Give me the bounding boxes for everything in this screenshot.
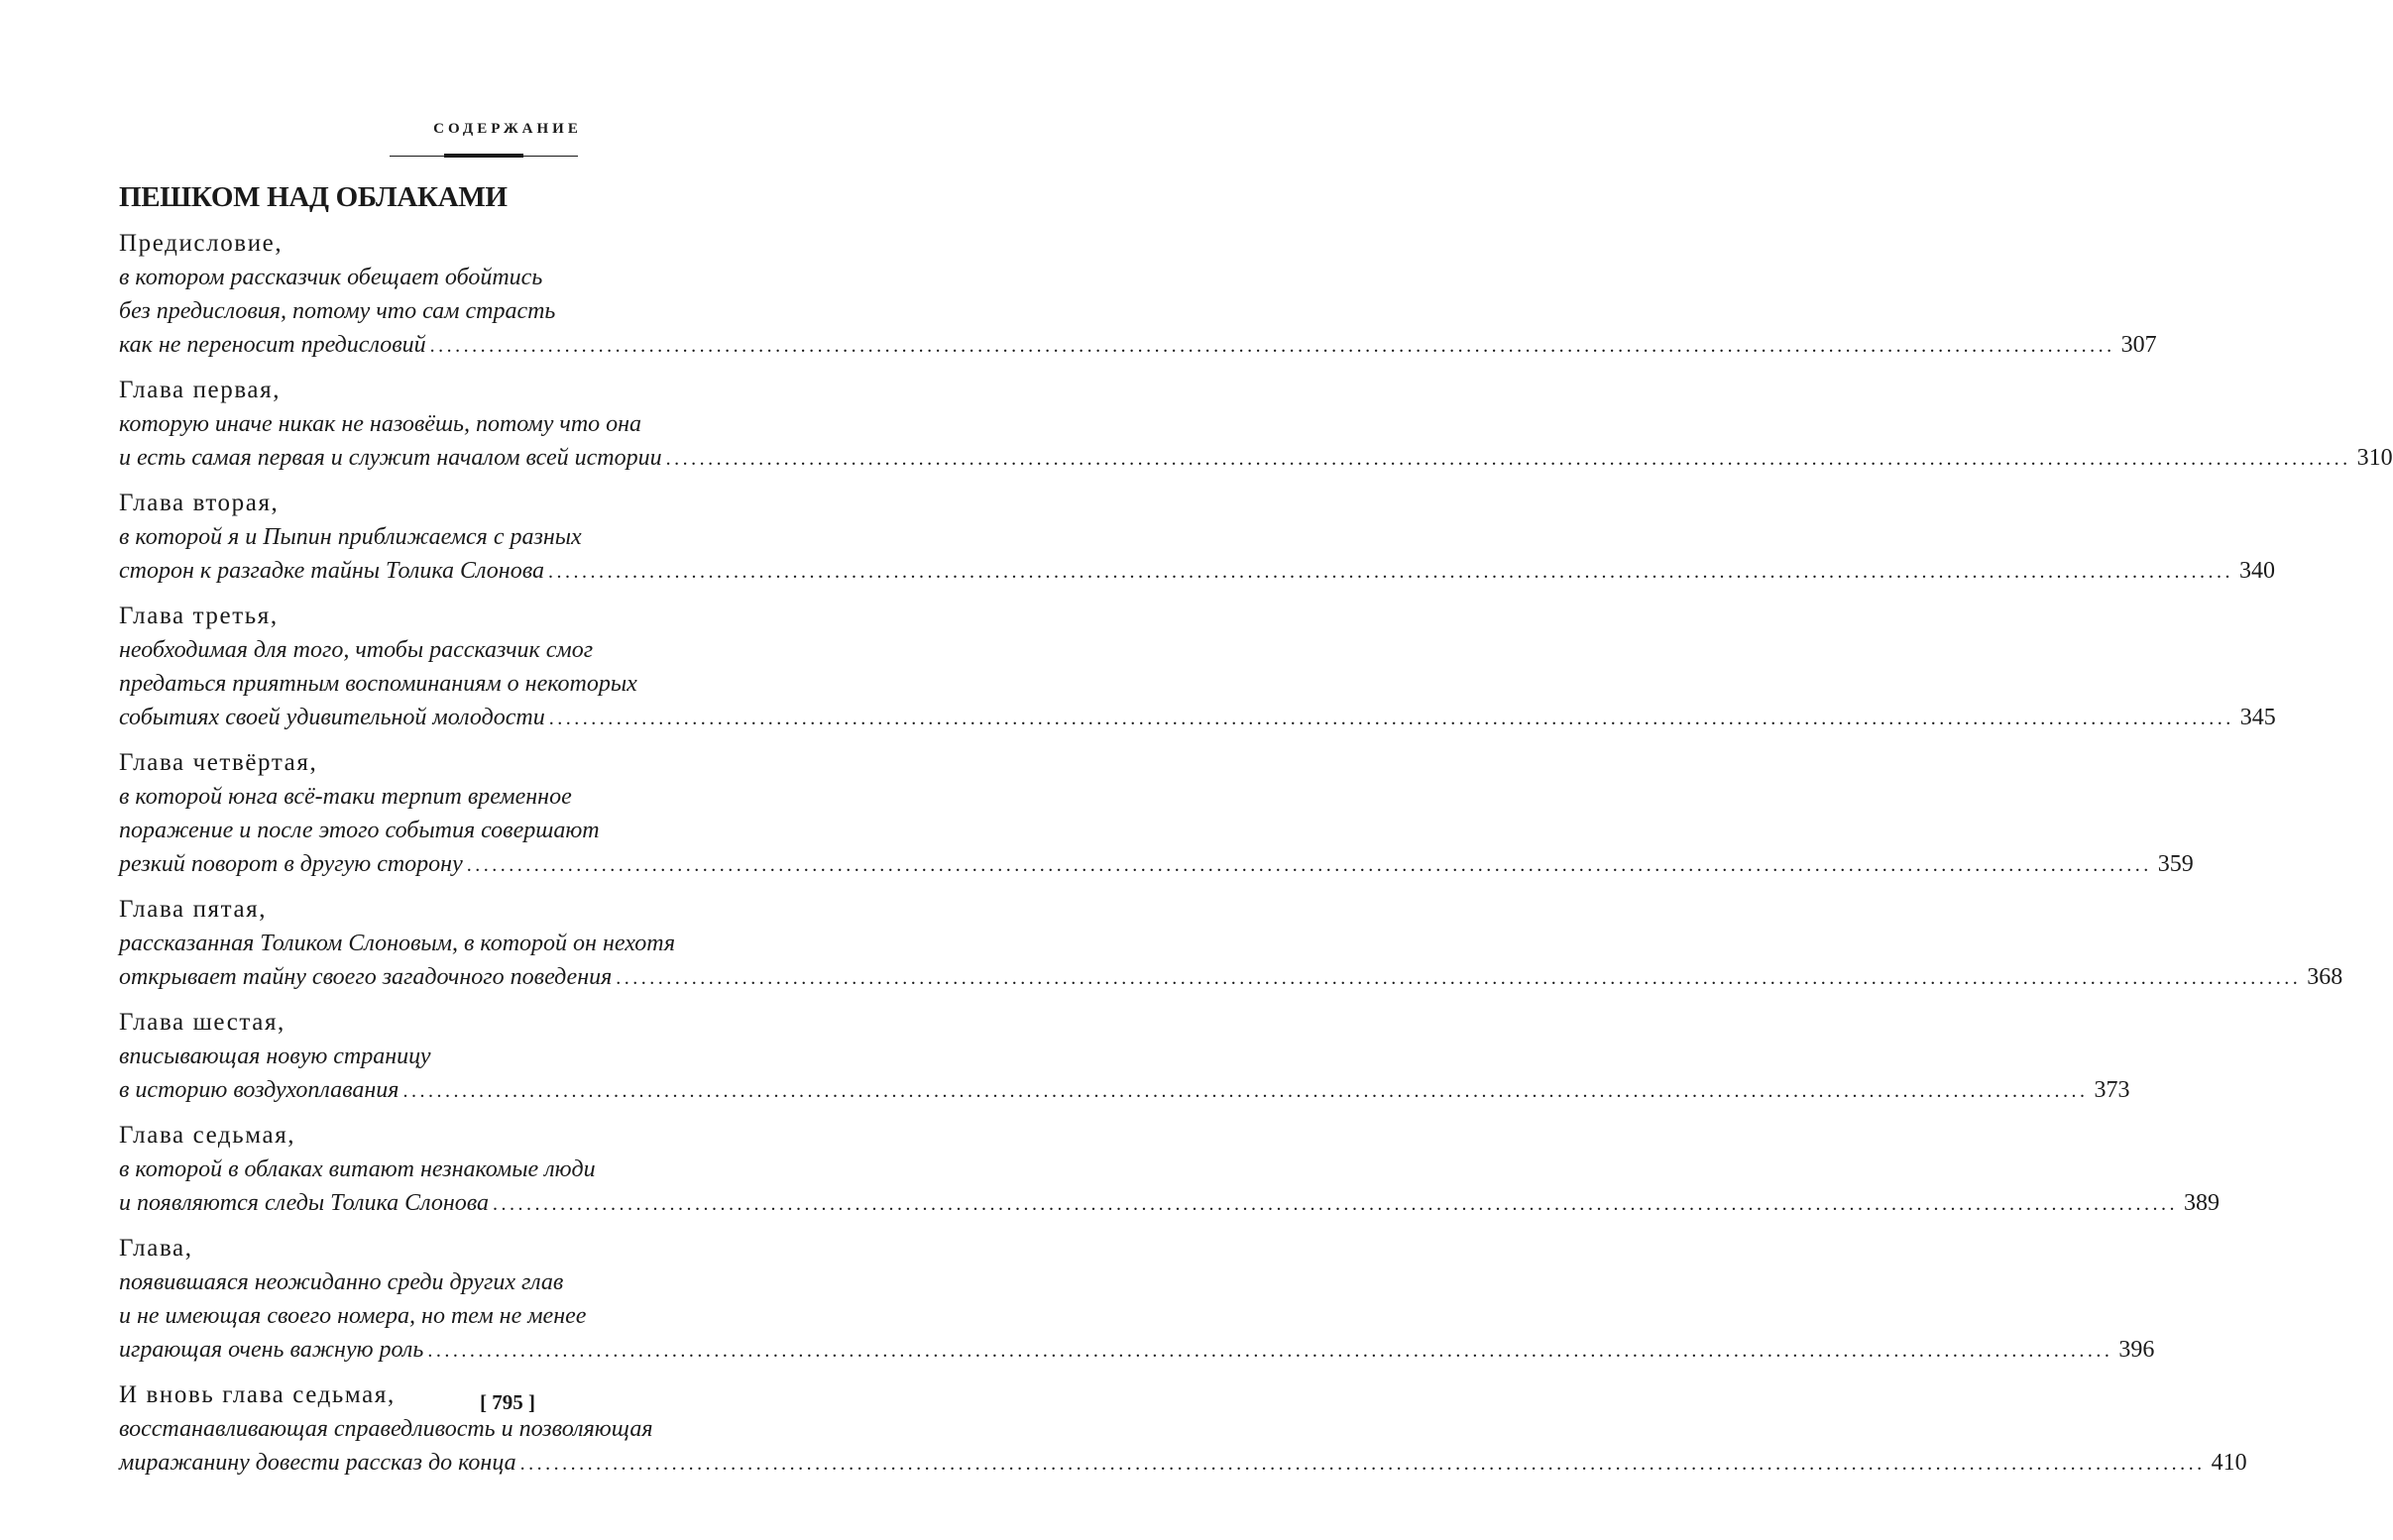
header-rule-thick	[444, 154, 523, 158]
toc-entry[interactable]	[119, 600, 2276, 734]
toc-page-number[interactable]: 410	[2211, 1450, 2247, 1476]
dot-leader: ........................................................................................................................................................................................................	[427, 1340, 2113, 1362]
toc-entry-description: сторон к разгадке тайны Толика Слонова	[119, 558, 544, 584]
dot-leader: ........................................................................................................................................................................................................	[466, 854, 2152, 876]
toc-entry-description: необходимая для того, чтобы рассказчик смог	[119, 637, 594, 663]
running-head: СОДЕРЖАНИЕ	[433, 121, 582, 137]
part-title: ПЕШКОМ НАД ОБЛАКАМИ	[119, 181, 508, 213]
toc-entry-last-line	[119, 701, 2276, 734]
toc-entry-description: и не имеющая своего номера, но тем не менее	[119, 1303, 587, 1329]
toc-entry-description: поражение и после этого события совершают	[119, 818, 600, 843]
toc-entry[interactable]	[119, 1119, 2221, 1220]
toc-entry-description: открывает тайну своего загадочного поведения	[119, 964, 613, 990]
page-folio: [ 795 ]	[480, 1390, 535, 1414]
toc-entry-description: без предисловия, потому что сам страсть	[119, 298, 556, 324]
toc-entry-last-line	[119, 554, 2275, 588]
toc-entry-last-line	[119, 847, 2194, 881]
toc-entry-description: как не переносит предисловий	[119, 332, 426, 358]
toc-entry-description: в которой в облаках витают незнакомые люди	[119, 1156, 596, 1182]
toc-entry-description: и есть самая первая и служит началом всей истории	[119, 445, 662, 471]
toc-entry-title: Глава,	[119, 1235, 193, 1262]
header-rule-ornament	[390, 154, 578, 159]
toc-entry[interactable]	[119, 893, 2343, 994]
toc-entry-title: Глава шестая,	[119, 1009, 285, 1036]
toc-entry-title: Глава пятая,	[119, 896, 268, 923]
toc-entry-description: в которой я и Пыпин приближаемся с разных	[119, 524, 582, 550]
toc-entry-title: Предисловие,	[119, 230, 284, 257]
toc-entry-title: Глава третья,	[119, 603, 279, 629]
toc-page-number[interactable]: 389	[2184, 1190, 2221, 1216]
toc-entry[interactable]	[119, 227, 2157, 362]
toc-entry[interactable]	[119, 374, 2393, 475]
toc-entry-title: И вновь глава седьмая,	[119, 1381, 396, 1408]
toc-entry-description: появившаяся неожиданно среди других глав	[119, 1269, 564, 1295]
toc-entry-description: восстанавливающая справедливость и позволяющая	[119, 1416, 653, 1442]
toc-page-number[interactable]: 340	[2238, 558, 2275, 584]
toc-entry-last-line	[119, 1073, 2130, 1107]
toc-entry[interactable]	[119, 1006, 2130, 1107]
dot-leader: ........................................................................................................................................................................................................	[547, 561, 2233, 583]
toc-entry-last-line	[119, 1186, 2221, 1220]
toc-entry-title: Глава четвёртая,	[119, 749, 318, 776]
toc-entry-last-line	[119, 960, 2343, 994]
toc-entry-title: Глава седьмая,	[119, 1122, 296, 1149]
dot-leader: ........................................................................................................................................................................................................	[548, 708, 2234, 729]
toc-entry-description: событиях своей удивительной молодости	[119, 705, 545, 730]
toc-entry[interactable]	[119, 487, 2275, 588]
dot-leader: ........................................................................................................................................................................................................	[429, 335, 2115, 357]
toc-page-number[interactable]: 373	[2094, 1077, 2130, 1103]
dot-leader: ........................................................................................................................................................................................................	[665, 448, 2351, 470]
toc-entry-description: играющая очень важную роль	[119, 1337, 424, 1363]
dot-leader: ........................................................................................................................................................................................................	[519, 1453, 2206, 1475]
toc-page-number[interactable]: 307	[2120, 332, 2157, 358]
toc-entry-description: которую иначе никак не назовёшь, потому что она	[119, 411, 642, 437]
toc-entry-description: миражанину довести рассказ до конца	[119, 1450, 516, 1476]
toc-entry-description: в котором рассказчик обещает обойтись	[119, 265, 543, 290]
toc-page-number[interactable]: 310	[2356, 445, 2393, 471]
toc-entry-description: в которой юнга всё-таки терпит временное	[119, 784, 572, 810]
toc-entry-title: Глава вторая,	[119, 490, 280, 516]
toc-page-number[interactable]: 345	[2239, 705, 2276, 730]
toc-page-number[interactable]: 359	[2157, 851, 2194, 877]
toc-entry[interactable]	[119, 1232, 2155, 1367]
toc-entry-description: предаться приятным воспоминаниям о некоторых	[119, 671, 637, 697]
toc-entry-title: Глава первая,	[119, 377, 282, 403]
toc-entry[interactable]	[119, 746, 2194, 881]
toc-entry-last-line	[119, 328, 2157, 362]
toc-entry-description: вписывающая новую страницу	[119, 1044, 431, 1069]
table-of-contents	[119, 227, 2393, 1491]
dot-leader: ........................................................................................................................................................................................................	[616, 967, 2302, 989]
dot-leader: ........................................................................................................................................................................................................	[493, 1193, 2179, 1215]
toc-entry-description: в историю воздухоплавания	[119, 1077, 399, 1103]
toc-entry-description: резкий поворот в другую сторону	[119, 851, 463, 877]
toc-entry-last-line	[119, 1333, 2155, 1367]
toc-entry-last-line	[119, 441, 2393, 475]
toc-entry-description: и появляются следы Толика Слонова	[119, 1190, 490, 1216]
toc-entry-last-line	[119, 1446, 2247, 1480]
dot-leader: ........................................................................................................................................................................................................	[402, 1080, 2089, 1102]
toc-page-number[interactable]: 396	[2118, 1337, 2155, 1363]
toc-entry-description: рассказанная Толиком Слоновым, в которой он нехотя	[119, 931, 676, 956]
toc-page-number[interactable]: 368	[2307, 964, 2343, 990]
